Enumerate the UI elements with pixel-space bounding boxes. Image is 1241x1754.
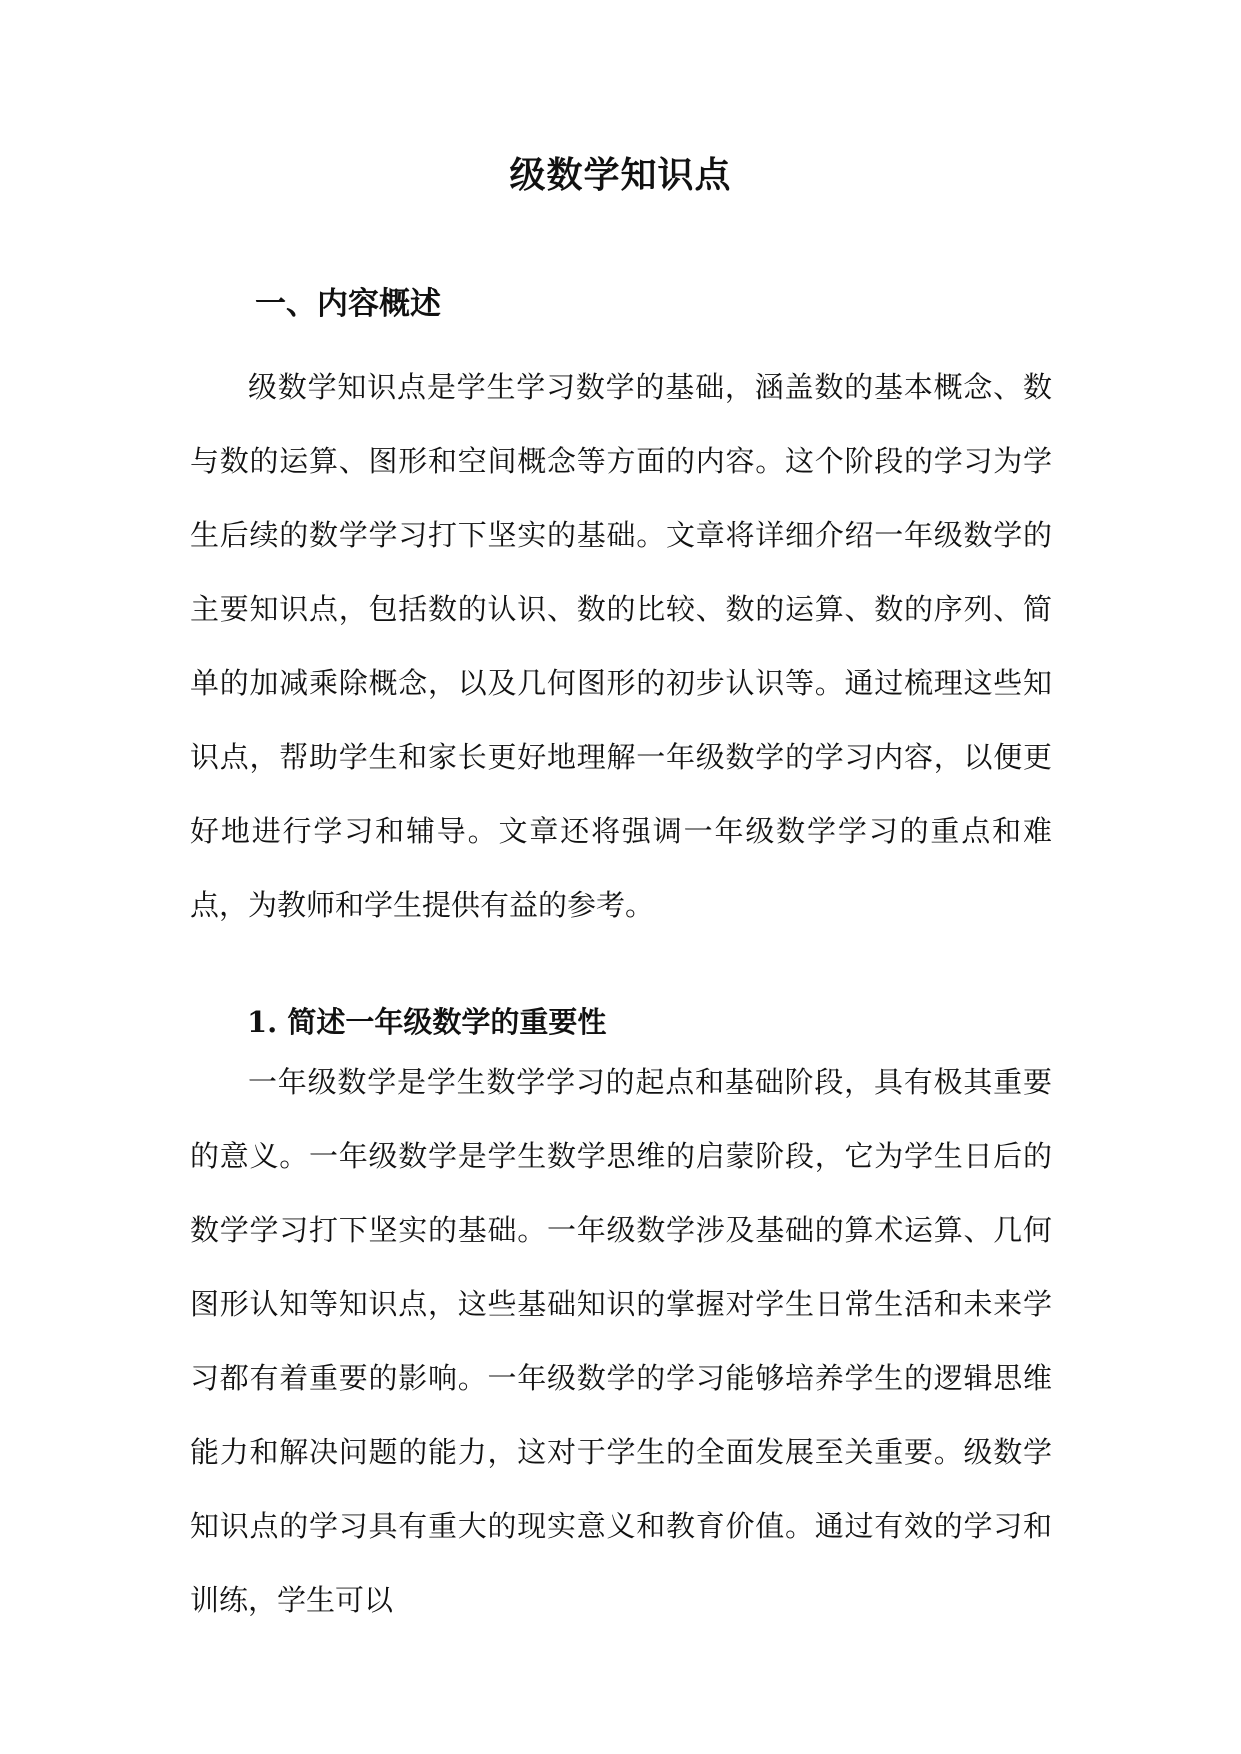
importance-paragraph: 一年级数学是学生数学学习的起点和基础阶段，具有极其重要的意义。一年级数学是学生数学思维的启蒙阶段，它为学生日后的数学学习打下坚实的基础。一年级数学涉及基础的算术运算、几何图形认知等知识点，这些基础知识的掌握对学生日常生活和未来学习都有着重要的影响。一年级数学的学习能够培养学生的逻辑思维能力和解决问题的能力，这对于学生的全面发展至关重要。级数学知识点的学习具有重大的现实意义和教育价值。通过有效的学习和训练，学生可以 <box>190 1065 1052 1617</box>
subsection-heading-importance: 1. 简述一年级数学的重要性 <box>247 1005 607 1039</box>
section-heading-overview: 一、内容概述 <box>255 286 441 322</box>
document-title: 级数学知识点 <box>509 154 732 196</box>
overview-paragraph: 级数学知识点是学生学习数学的基础，涵盖数的基本概念、数与数的运算、图形和空间概念等方面的内容。这个阶段的学习为学生后续的数学学习打下坚实的基础。文章将详细介绍一年级数学的主要知识点，包括数的认识、数的比较、数的运算、数的序列、简单的加减乘除概念，以及几何图形的初步认识等。通过梳理这些知识点，帮助学生和家长更好地理解一年级数学的学习内容，以便更好地进行学习和辅导。文章还将强调一年级数学学习的重点和难点，为教师和学生提供有益的参考。 <box>190 370 1052 922</box>
